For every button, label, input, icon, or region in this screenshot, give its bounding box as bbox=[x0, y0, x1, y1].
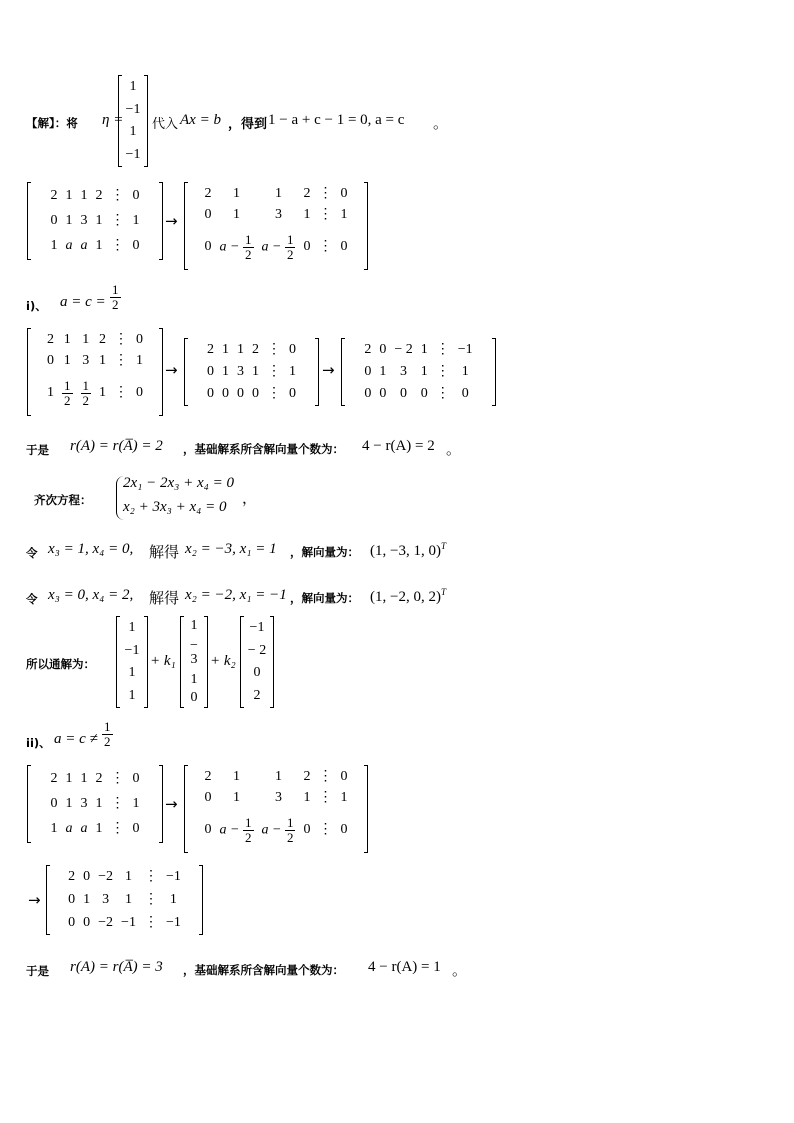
general-vector-0 bbox=[116, 617, 148, 707]
matrix-entry: a − $\frac{1}{2}$ bbox=[219, 232, 252, 262]
augmented-matrix-half bbox=[27, 329, 163, 415]
matrix-entry: − 2 bbox=[394, 342, 413, 357]
matrix-entry: 1 bbox=[132, 795, 140, 811]
matrix-entry: ⋮ bbox=[143, 869, 158, 885]
matrix-entry: ⋮ bbox=[143, 914, 158, 930]
matrix-entry: 1 bbox=[169, 891, 177, 907]
case-ii-rank-line: 于是 bbox=[26, 964, 49, 978]
matrix-entry: 1 bbox=[50, 821, 58, 837]
case-ii-half: $\frac{1}{2}$ bbox=[104, 719, 111, 749]
matrix-entry: ⋮ bbox=[110, 770, 125, 786]
matrix-entry: 1 bbox=[65, 187, 73, 203]
matrix-entry: 0 bbox=[237, 386, 244, 401]
set-2: x₃ = 0, x₄ = 2, bbox=[48, 587, 134, 603]
matrix-entry: 2 bbox=[95, 187, 103, 203]
matrix-entry: ⋮ bbox=[318, 822, 333, 838]
case-i-rank-text: ，基础解系所含解向量个数为： bbox=[183, 444, 344, 456]
matrix-entry: ⋮ bbox=[267, 386, 281, 401]
matrix-entry: ⋮ bbox=[114, 385, 128, 401]
matrix-entry: 0 bbox=[379, 386, 387, 401]
general-vector-1 bbox=[180, 617, 208, 707]
vector-entry: −1 bbox=[249, 620, 265, 636]
matrix-entry: 3 bbox=[274, 207, 282, 223]
matrix-entry: 0 bbox=[83, 869, 91, 885]
matrix-entry: 2 bbox=[95, 770, 103, 786]
matrix-entry: 1 bbox=[420, 342, 428, 357]
matrix-entry: 1 bbox=[80, 770, 88, 786]
matrix-entry: ⋮ bbox=[318, 768, 333, 784]
case-i-rank-eq: r(A) = r(A̅) = 2 bbox=[70, 438, 163, 454]
matrix-entry: 1 bbox=[237, 342, 244, 357]
matrix-entry: ⋮ bbox=[267, 342, 281, 357]
got-text: ，得到 bbox=[228, 117, 268, 132]
header-result: 1 − a + c − 1 = 0, a = c bbox=[268, 112, 405, 128]
matrix-entry: 1 bbox=[47, 385, 54, 401]
matrix-entry: a bbox=[65, 821, 73, 837]
matrix-entry: ⋮ bbox=[110, 795, 125, 811]
matrix-entry: ⋮ bbox=[318, 207, 333, 223]
vector-entry: −1 bbox=[124, 642, 140, 658]
eta-symbol: η = bbox=[102, 112, 124, 128]
matrix-entry: 0 bbox=[252, 386, 259, 401]
case-i-heading bbox=[26, 298, 47, 314]
arrow-5: → bbox=[28, 891, 41, 909]
matrix-entry: 0 bbox=[340, 239, 348, 255]
case-ii-rank-count: 4 − r(A) = 1 bbox=[368, 959, 441, 975]
matrix-entry: 0 bbox=[204, 790, 212, 806]
matrix-entry: 0 bbox=[132, 187, 140, 203]
matrix-entry: 0 bbox=[50, 212, 58, 228]
matrix-entry: a − $\frac{1}{2}$ bbox=[219, 815, 252, 845]
vector-entry: 1 bbox=[129, 124, 137, 140]
solve-2: 解得 bbox=[149, 591, 180, 607]
matrix-entry: 1 bbox=[95, 821, 103, 837]
reduced-matrix-ii bbox=[184, 766, 368, 852]
case-i-rank-line: 于是 bbox=[26, 443, 49, 457]
vec-2: (1, −2, 0, 2)$^T$ bbox=[370, 587, 446, 605]
matrix-entry: 0 bbox=[136, 385, 143, 401]
eta-vector bbox=[118, 76, 148, 166]
matrix-entry: ⋮ bbox=[110, 821, 125, 837]
matrix-entry: 2 bbox=[303, 185, 311, 201]
case-i-condition: a = c = bbox=[60, 294, 106, 310]
matrix-entry: 0 bbox=[204, 822, 212, 838]
arrow-4: → bbox=[165, 795, 178, 813]
let-line-1: 令 bbox=[26, 546, 38, 560]
matrix-entry: 2 bbox=[252, 342, 259, 357]
matrix-entry: 1 bbox=[80, 187, 88, 203]
reduced-matrix-a bbox=[184, 183, 368, 269]
let-line-2: 令 bbox=[26, 592, 38, 606]
matrix-entry: 3 bbox=[400, 364, 408, 379]
matrix-entry: 2 bbox=[204, 768, 212, 784]
general-solution-label: 所以通解为： bbox=[26, 657, 95, 671]
matrix-entry: a bbox=[65, 238, 73, 254]
matrix-entry: 1 bbox=[99, 385, 106, 401]
solve-1: 解得 bbox=[149, 545, 180, 561]
reduced-matrix-half-1 bbox=[184, 339, 319, 405]
matrix-entry: 3 bbox=[80, 795, 88, 811]
matrix-entry: 0 bbox=[47, 353, 54, 369]
matrix-entry: −2 bbox=[98, 914, 114, 930]
matrix-entry: 3 bbox=[274, 790, 282, 806]
matrix-entry: 2 bbox=[50, 187, 58, 203]
matrix-entry: 1 bbox=[65, 795, 73, 811]
matrix-entry: a − $\frac{1}{2}$ bbox=[261, 815, 294, 845]
matrix-entry: ⋮ bbox=[110, 238, 125, 254]
matrix-entry: 0 bbox=[340, 822, 348, 838]
vector-entry: −1 bbox=[125, 101, 141, 117]
matrix-entry: 2 bbox=[303, 768, 311, 784]
homog-label: 齐次方程： bbox=[34, 493, 92, 507]
vector-entry: − 3 bbox=[190, 638, 198, 667]
matrix-entry: 0 bbox=[204, 239, 212, 255]
matrix-entry: 1 bbox=[274, 185, 282, 201]
vector-entry: − 2 bbox=[247, 642, 267, 658]
matrix-entry: ⋮ bbox=[318, 185, 333, 201]
vec-label-1: ，解向量为： bbox=[290, 547, 359, 559]
matrix-entry: 1 bbox=[99, 353, 106, 369]
matrix-entry: 1 bbox=[303, 790, 311, 806]
matrix-entry: 2 bbox=[50, 770, 58, 786]
sol-1: x₂ = −3, x₁ = 1 bbox=[185, 541, 277, 557]
matrix-entry: a − $\frac{1}{2}$ bbox=[261, 232, 294, 262]
matrix-entry: 0 bbox=[132, 821, 140, 837]
matrix-entry: 0 bbox=[207, 364, 214, 379]
case-ii-rank-text: ，基础解系所含解向量个数为： bbox=[183, 965, 344, 977]
matrix-entry: 0 bbox=[364, 386, 372, 401]
vector-entry: 1 bbox=[129, 79, 137, 95]
matrix-entry: 1 bbox=[136, 353, 143, 369]
matrix-entry: 2 bbox=[68, 869, 76, 885]
matrix-entry: 1 bbox=[222, 342, 229, 357]
matrix-entry: 0 bbox=[207, 386, 214, 401]
solution-label: 【解】 bbox=[26, 116, 55, 130]
matrix-entry: 0 bbox=[303, 239, 311, 255]
matrix-entry: 1 bbox=[50, 238, 58, 254]
matrix-entry: 1 bbox=[233, 768, 241, 784]
matrix-entry: 0 bbox=[68, 891, 76, 907]
case-ii-heading: ii)、 bbox=[26, 736, 51, 750]
matrix-entry: 1 bbox=[340, 207, 348, 223]
matrix-entry: ⋮ bbox=[318, 239, 333, 255]
matrix-entry: 0 bbox=[222, 386, 229, 401]
matrix-entry: ⋮ bbox=[114, 331, 128, 347]
substitute-text: 代入 bbox=[152, 117, 179, 132]
matrix-entry: 1 bbox=[65, 770, 73, 786]
matrix-entry: ⋮ bbox=[114, 353, 128, 369]
matrix-entry: −1 bbox=[165, 869, 181, 885]
vector-entry: 1 bbox=[190, 618, 198, 633]
plus-k1: + k₁ bbox=[150, 653, 176, 669]
matrix-entry: 1 bbox=[95, 212, 103, 228]
matrix-entry: a bbox=[80, 821, 88, 837]
homog-comma: ， bbox=[242, 491, 258, 507]
matrix-entry: $\frac{1}{2}$ bbox=[64, 378, 71, 408]
matrix-entry: 2 bbox=[204, 185, 212, 201]
arrow-3: → bbox=[322, 361, 335, 379]
matrix-entry: 0 bbox=[50, 795, 58, 811]
case-i-label: i)、 bbox=[26, 299, 47, 313]
augmented-matrix-a bbox=[27, 183, 163, 259]
matrix-entry: 1 bbox=[233, 185, 241, 201]
vector-entry: 1 bbox=[190, 672, 198, 687]
matrix-entry: ⋮ bbox=[435, 386, 450, 401]
matrix-entry: 1 bbox=[379, 364, 387, 379]
matrix-entry: −1 bbox=[165, 914, 181, 930]
arrow-1: → bbox=[165, 212, 178, 230]
case-i-rank-count: 4 − r(A) = 2 bbox=[362, 438, 435, 454]
matrix-entry: 1 bbox=[222, 364, 229, 379]
vec-label-2: ，解向量为： bbox=[290, 593, 359, 605]
matrix-entry: 1 bbox=[65, 212, 73, 228]
matrix-entry: 0 bbox=[340, 768, 348, 784]
matrix-entry: 1 bbox=[461, 364, 469, 379]
matrix-entry: ⋮ bbox=[267, 364, 281, 379]
matrix-entry: 1 bbox=[252, 364, 259, 379]
matrix-entry: 0 bbox=[364, 364, 372, 379]
matrix-entry: ⋮ bbox=[318, 790, 333, 806]
matrix-entry: 2 bbox=[207, 342, 214, 357]
final-matrix-ii bbox=[46, 866, 203, 934]
homog-eq-2: x₂ + 3x₃ + x₄ = 0 bbox=[123, 499, 227, 515]
matrix-entry: 1 bbox=[289, 364, 296, 379]
matrix-entry: 0 bbox=[400, 386, 408, 401]
vector-entry: −1 bbox=[125, 146, 141, 162]
matrix-entry: 3 bbox=[102, 891, 110, 907]
vector-entry: 0 bbox=[253, 665, 261, 681]
matrix-entry: 1 bbox=[233, 790, 241, 806]
matrix-entry: 0 bbox=[420, 386, 428, 401]
matrix-entry: 1 bbox=[95, 795, 103, 811]
matrix-entry: 2 bbox=[364, 342, 372, 357]
matrix-entry: 1 bbox=[303, 207, 311, 223]
vec-1: (1, −3, 1, 0)$^T$ bbox=[370, 541, 446, 559]
matrix-entry: ⋮ bbox=[435, 364, 450, 379]
vector-entry: 1 bbox=[128, 665, 136, 681]
homog-eq-1: 2x₁ − 2x₃ + x₄ = 0 bbox=[123, 475, 234, 491]
matrix-entry: −1 bbox=[121, 914, 136, 930]
matrix-entry: 0 bbox=[303, 822, 311, 838]
matrix-entry: 0 bbox=[132, 238, 140, 254]
matrix-entry: 0 bbox=[340, 185, 348, 201]
matrix-entry: ⋮ bbox=[435, 342, 450, 357]
plus-k2: + k₂ bbox=[210, 653, 236, 669]
matrix-entry: 2 bbox=[47, 331, 54, 347]
matrix-entry: ⋮ bbox=[110, 187, 125, 203]
augmented-matrix-ii bbox=[27, 766, 163, 842]
matrix-entry: 1 bbox=[82, 331, 90, 347]
solution-text: ：将 bbox=[54, 116, 78, 130]
case-ii-rank-period: 。 bbox=[452, 963, 468, 979]
matrix-entry: 0 bbox=[136, 331, 143, 347]
case-ii-rank-eq: r(A) = r(A̅) = 3 bbox=[70, 959, 163, 975]
matrix-entry: 1 bbox=[274, 768, 282, 784]
vector-entry: 2 bbox=[253, 687, 261, 703]
vector-entry: 1 bbox=[128, 687, 136, 703]
matrix-entry: 0 bbox=[289, 342, 296, 357]
matrix-entry: 1 bbox=[83, 891, 91, 907]
matrix-entry: 1 bbox=[63, 353, 71, 369]
reduced-matrix-half-2 bbox=[341, 339, 496, 405]
case-ii-condition: a = c ≠ bbox=[54, 731, 98, 747]
matrix-entry: ⋮ bbox=[143, 891, 158, 907]
matrix-entry: 3 bbox=[80, 212, 88, 228]
eq-ax-b: Ax = b bbox=[180, 112, 221, 128]
case-i-half: $\frac{1}{2}$ bbox=[112, 282, 119, 312]
matrix-entry: 3 bbox=[237, 364, 244, 379]
matrix-entry: 1 bbox=[125, 891, 132, 907]
matrix-entry: −2 bbox=[98, 869, 114, 885]
arrow-2: → bbox=[165, 361, 178, 379]
matrix-entry: 1 bbox=[95, 238, 103, 254]
matrix-entry: 0 bbox=[83, 914, 91, 930]
sol-2: x₂ = −2, x₁ = −1 bbox=[185, 587, 287, 603]
matrix-entry: 1 bbox=[132, 212, 140, 228]
matrix-entry: 1 bbox=[63, 331, 71, 347]
matrix-entry: 1 bbox=[340, 790, 348, 806]
case-i-rank-period: 。 bbox=[446, 442, 462, 458]
matrix-entry: 0 bbox=[204, 207, 212, 223]
matrix-entry: $\frac{1}{2}$ bbox=[82, 378, 89, 408]
set-1: x₃ = 1, x₄ = 0, bbox=[48, 541, 134, 557]
matrix-entry: 0 bbox=[132, 770, 140, 786]
vector-entry: 0 bbox=[190, 690, 198, 705]
matrix-entry: 2 bbox=[99, 331, 106, 347]
matrix-entry: 0 bbox=[379, 342, 387, 357]
matrix-entry: 0 bbox=[289, 386, 296, 401]
vector-entry: 1 bbox=[128, 620, 136, 636]
matrix-entry: 1 bbox=[125, 869, 132, 885]
matrix-entry: ⋮ bbox=[110, 212, 125, 228]
matrix-entry: 0 bbox=[461, 386, 469, 401]
matrix-entry: 1 bbox=[233, 207, 241, 223]
solution-header bbox=[26, 115, 78, 131]
matrix-entry: a bbox=[80, 238, 88, 254]
matrix-entry: −1 bbox=[457, 342, 473, 357]
matrix-entry: 0 bbox=[68, 914, 76, 930]
header-period: 。 bbox=[433, 116, 449, 132]
matrix-entry: 1 bbox=[420, 364, 428, 379]
matrix-entry: 3 bbox=[82, 353, 90, 369]
general-vector-2 bbox=[240, 617, 274, 707]
